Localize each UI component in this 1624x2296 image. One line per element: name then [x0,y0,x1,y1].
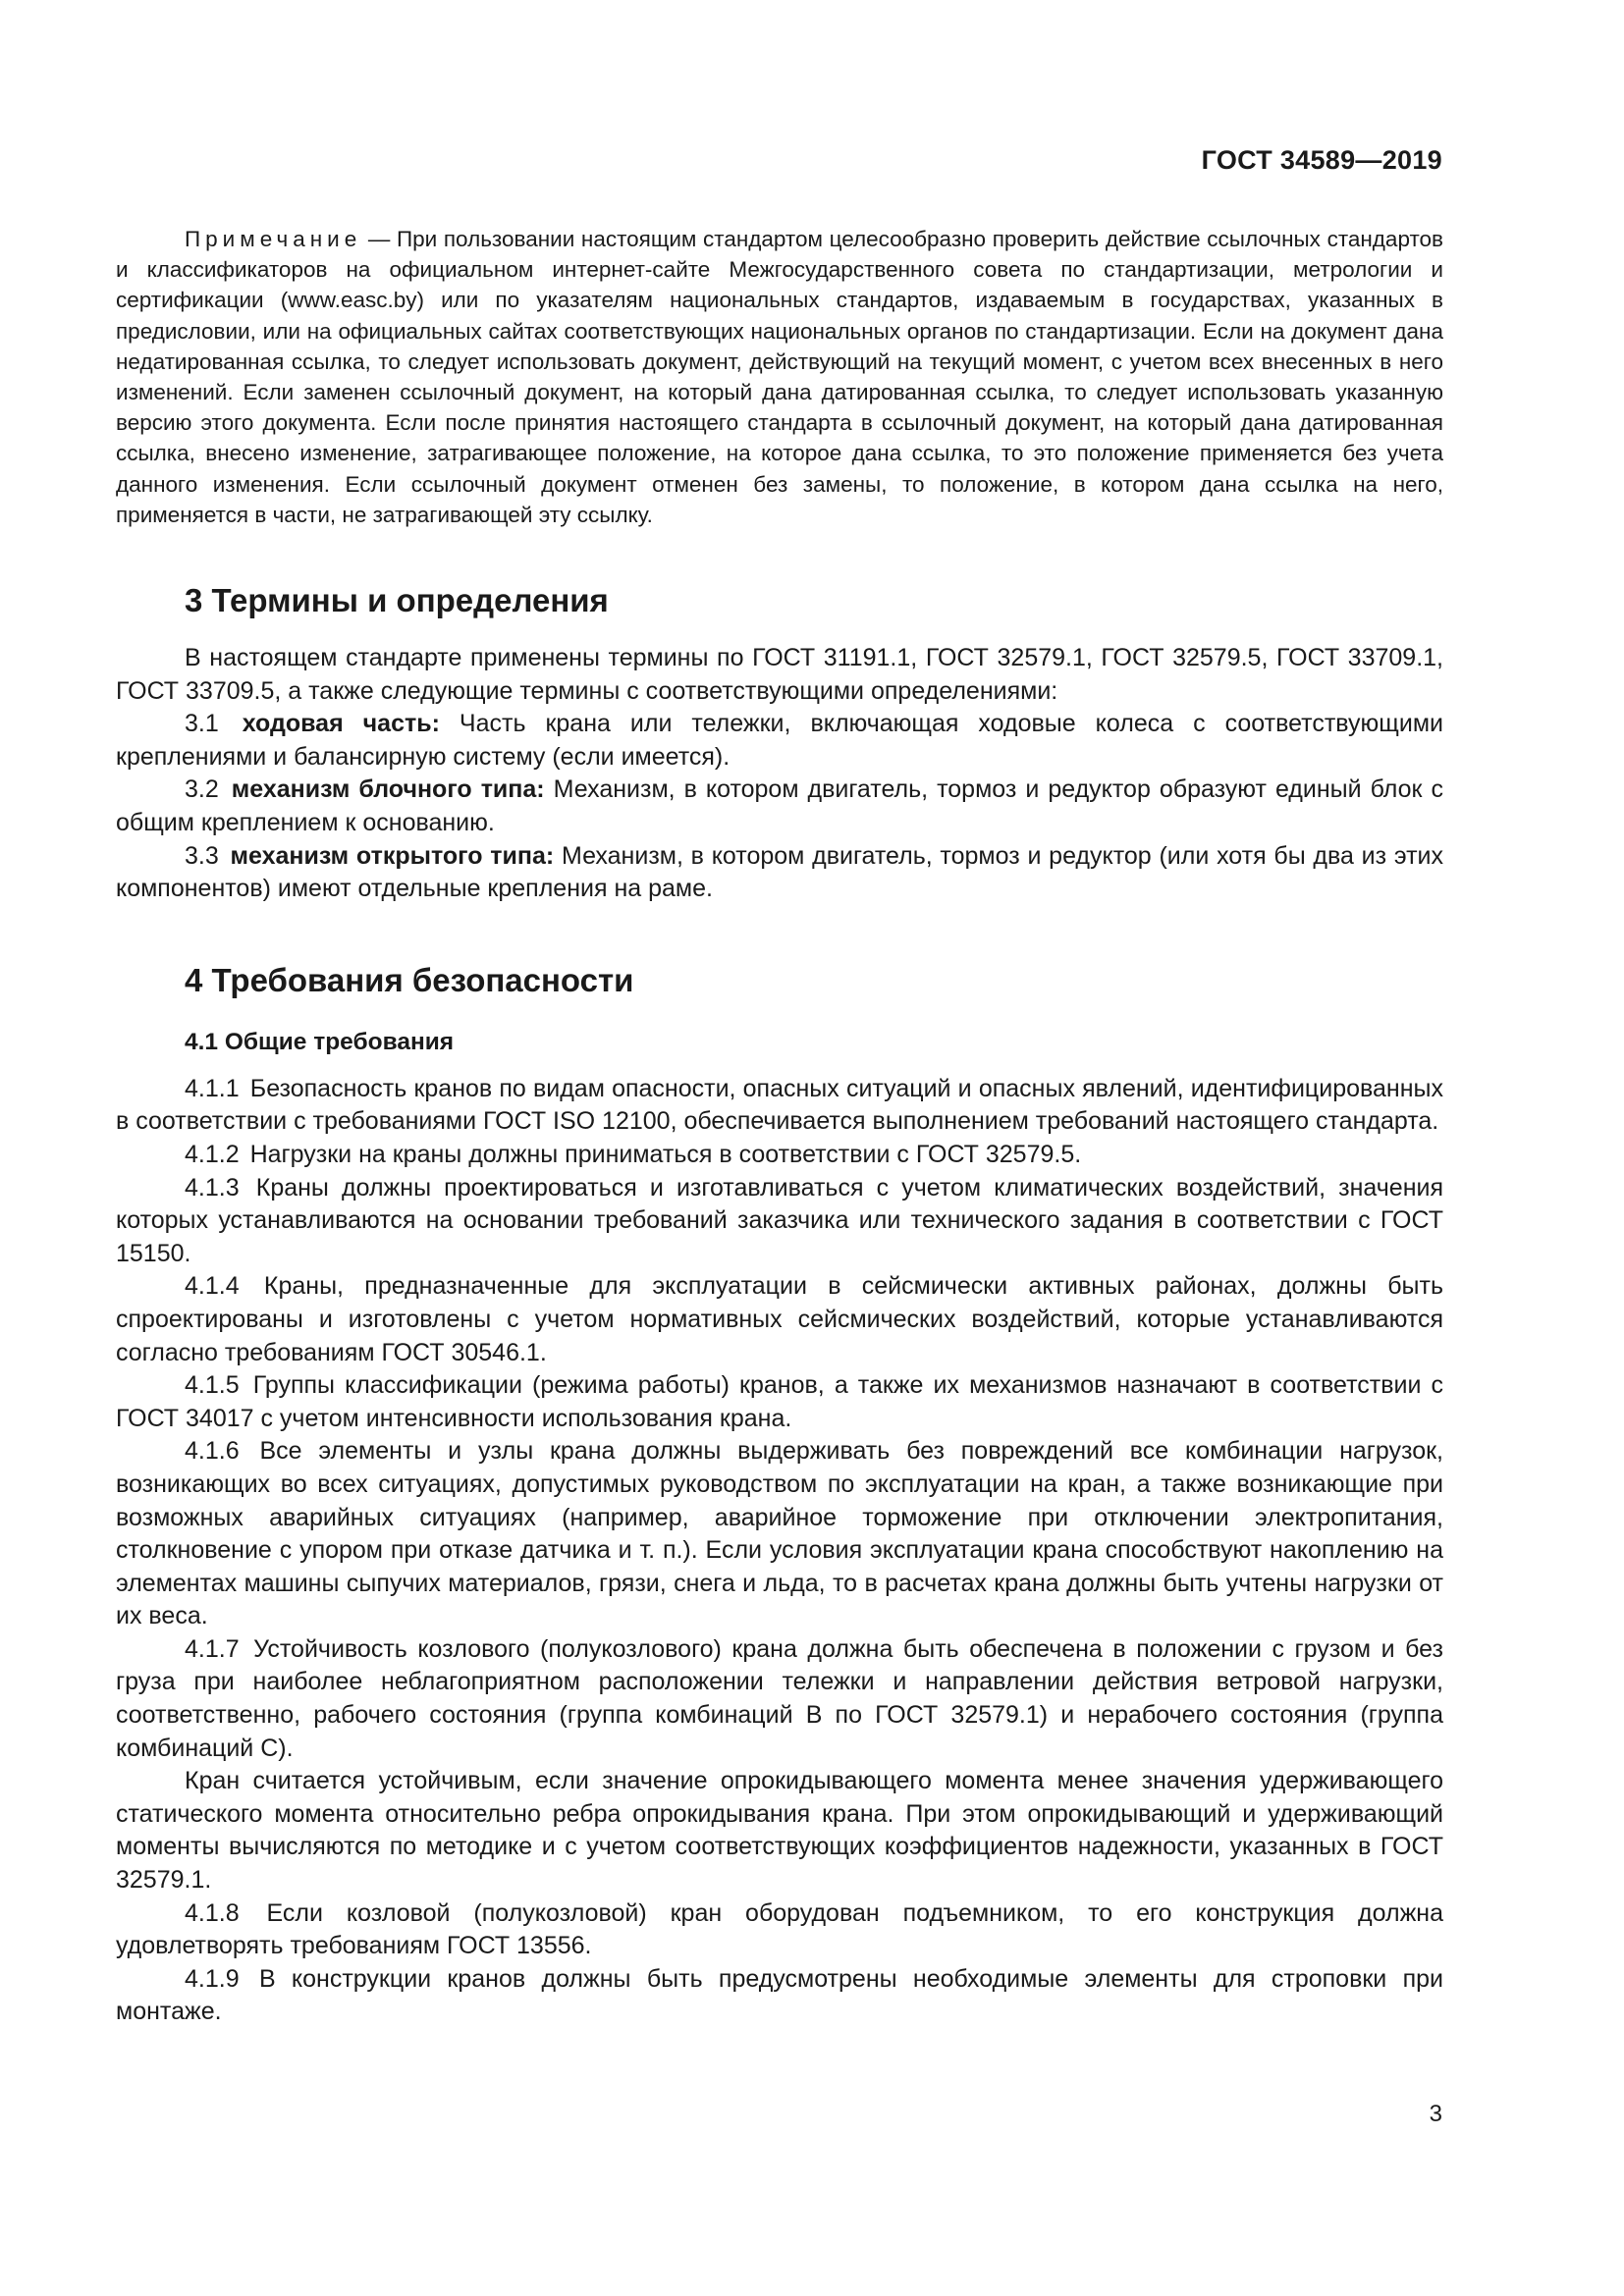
page-number: 3 [1429,2101,1442,2127]
section-3-title: 3 Термины и определения [185,582,609,619]
clause-text: Если козловой (полукозловой) кран оборудован подъемником, то его конструкция должна удовлетворять требованиям ГОСТ 13556. [116,1898,1444,1960]
reference-note [116,224,1443,530]
clause-4-1-7 [116,1633,1443,1765]
term-name: ходовая часть: [242,710,440,738]
clause-4-1-8 [116,1897,1443,1963]
clause-text: Краны, предназначенные для эксплуатации в сейсмически активных районах, должны быть спроектированы и изготовлены с учетом нормативных сейсмических воздействий, которые устанавливаются согласно требованиям ГОСТ 30546.1. [116,1272,1443,1366]
clause-number: 4.1.9 [185,1964,240,1993]
document-code-header: ГОСТ 34589—2019 [1201,145,1442,175]
page-content [116,224,1443,2029]
term-3-1 [116,708,1443,774]
term-definition: Механизм, в котором двигатель, тормоз и редуктор (или хотя бы два из этих компонентов) имеют отдельные крепления на раме. [116,841,1443,903]
clause-text: Краны должны проектироваться и изготавливаться с учетом климатических воздействий, значения которых устанавливаются на основании требований заказчика или технического задания в соответствии с ГОСТ 15150. [116,1173,1444,1267]
clause-4-1-4 [116,1270,1443,1369]
clause-number: 4.1.7 [185,1634,240,1663]
subsection-4-1-title: 4.1 Общие требования [185,1028,455,1055]
clause-4-1-1 [116,1073,1443,1139]
section-4-title: 4 Требования безопасности [185,961,634,998]
clause-4-1-6 [116,1435,1443,1633]
clause-text: Все элементы и узлы крана должны выдерживать без повреждений все комбинации нагрузок, возникающих во всех ситуациях, допустимых руководством по эксплуатации на кран, а также возникающие при возможных аварийных ситуациях (например, аварийное торможение при отключении электропитания, столкновение с упором при отказе датчика и т. п.). Если условия эксплуатации крана способствуют накоплению на элементах машины сыпучих материалов, грязи, снега и льда, то в расчетах крана должны быть учтены нагрузки от их веса. [116,1437,1444,1630]
term-3-2 [116,774,1443,839]
note-label: Примечание [185,227,362,251]
clause-4-1-5 [116,1369,1443,1435]
clause-text: Безопасность кранов по видам опасности, опасных ситуаций и опасных явлений, идентифицированных в соответствии с требованиями ГОСТ ISO 12100, обеспечивается выполнением требований настоящего стандарта. [116,1074,1443,1136]
term-number: 3.3 [185,841,219,870]
clause-text: В конструкции кранов должны быть предусмотрены необходимые элементы для строповки при монтаже. [116,1964,1443,2026]
clause-number: 4.1.8 [185,1898,240,1927]
term-definition: Механизм, в котором двигатель, тормоз и редуктор образуют единый блок с общим креплением к основанию. [116,775,1444,836]
clause-4-1-3 [116,1172,1443,1271]
clause-number: 4.1.4 [185,1272,240,1301]
clause-4-1-7-stability: Кран считается устойчивым, если значение опрокидывающего момента менее значения удерживающего статического момента относительно ребра опрокидывания крана. При этом опрокидывающий и удерживающий моменты вычисляются по методике и с учетом соответствующих коэффициентов надежности, указанных в ГОСТ 32579.1. [116,1767,1443,1895]
clause-number: 4.1.5 [185,1371,240,1400]
clause-4-1-2 [116,1139,1443,1172]
clause-text: Устойчивость козлового (полукозлового) крана должна быть обеспечена в положении с грузом и без груза при наиболее неблагоприятном расположении тележки и направлении действия ветровой нагрузки, соответственно, рабочего состояния (группа комбинаций В по ГОСТ 32579.1) и нерабочего состояния (группа комбинаций С). [116,1634,1443,1762]
term-number: 3.2 [185,775,219,804]
clause-number: 4.1.2 [185,1140,240,1168]
clause-4-1-9 [116,1963,1443,2029]
term-definition: Часть крана или тележки, включающая ходовые колеса с соответствующими креплениями и балансирную систему (если имеется). [116,710,1443,771]
term-number: 3.1 [185,710,219,738]
clause-text: Нагрузки на краны должны приниматься в соответствии с ГОСТ 32579.5. [249,1140,1082,1168]
clause-number: 4.1.1 [185,1074,240,1102]
term-name: механизм блочного типа: [231,775,545,804]
clause-number: 4.1.6 [185,1437,240,1466]
section-3-intro: В настоящем стандарте применены термины по ГОСТ 31191.1, ГОСТ 32579.1, ГОСТ 32579.5, ГОСТ 33709.1, ГОСТ 33709.5, а также следующие термины с соответствующими определениями: [116,644,1443,705]
term-name: механизм открытого типа: [230,841,555,870]
term-3-3 [116,840,1443,906]
clause-number: 4.1.3 [185,1173,240,1201]
note-text: — При пользовании настоящим стандартом целесообразно проверить действие ссылочных стандартов и классификаторов на официальном интернет-сайте Межгосударственного совета по стандартизации, метрологии и сертификации (www.easc.by) или по указателям национальных стандартов, издаваемым в государствах, указанных в предисловии, или на официальных сайтах соответствующих национальных органов по стандартизации. Если на документ дана недатированная ссылка, то следует использовать документ, действующий на текущий момент, с учетом всех внесенных в него изменений. Если заменен ссылочный документ, на который дана датированная ссылка, то следует использовать указанную версию этого документа. Если после принятия настоящего стандарта в ссылочный документ, на который дана датированная ссылка, внесено изменение, затрагивающее положение, на которое дана ссылка, то это положение применяется без учета данного изменения. Если ссылочный документ отменен без замены, то положение, в котором дана ссылка на него, применяется в части, не затрагивающей эту ссылку. [116,227,1443,527]
clause-text: Группы классификации (режима работы) кранов, а также их механизмов назначают в соответствии с ГОСТ 34017 с учетом интенсивности использования крана. [116,1371,1443,1432]
